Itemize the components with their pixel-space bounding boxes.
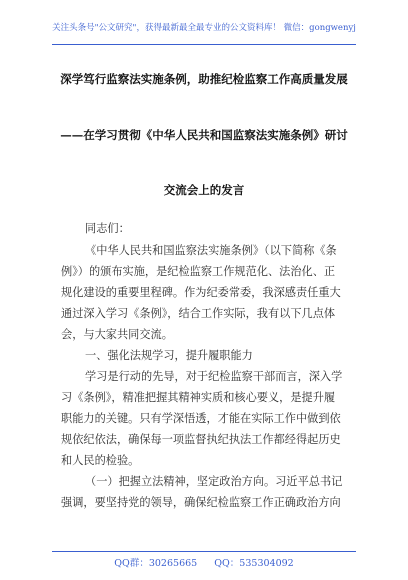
subsection-line: （一）把握立法精神，坚定政治方向。习近平总书记 (85, 475, 343, 488)
document-title: 深学笃行监察法实施条例，助推纪检监察工作高质量发展 (60, 72, 348, 86)
header-divider (52, 44, 356, 45)
greeting: 同志们： (85, 222, 130, 235)
document-body (61, 218, 351, 513)
paragraph-line: 职能力的关键。只有学深悟透，才能在实际工作中做到依 (61, 412, 341, 425)
document-subtitle: ——在学习贯彻《中华人民共和国监察法实施条例》研讨 (60, 128, 348, 142)
paragraph-line: 规依纪依法，确保每一项监督执纪执法工作都经得起历史 (61, 433, 341, 446)
paragraph-line: 通过深入学习《条例》，结合工作实际，我有以下几点体 (61, 307, 336, 320)
footer-qq-contact: QQ：535304092 (214, 558, 294, 569)
paragraph-line: 习《条例》，精准把握其精神实质和核心要义，是提升履 (61, 391, 336, 404)
paragraph-line: 会，与大家共同交流。 (61, 328, 173, 341)
footer-qq-group: QQ群：30265665 (114, 558, 198, 569)
paragraph-line: 学习是行动的先导，对于纪检监察干部而言，深入学 (85, 370, 343, 383)
header-banner: 关注头条号"公文研究"，获得最新最全最专业的公文资料库！ 微信：gongwenyj (52, 23, 356, 33)
document-subtitle-continued: 交流会上的发言 (163, 183, 245, 197)
paragraph-line: 和人民的检验。 (61, 454, 140, 467)
paragraph-line: 《中华人民共和国监察法实施条例》（以下简称《条 (85, 244, 337, 257)
paragraph-line: 例》）的颁布实施，是纪检监察工作规范化、法治化、正 (61, 265, 336, 278)
section-heading: 一、强化法规学习，提升履职能力 (85, 349, 253, 362)
paragraph-line: 规化建设的重要里程碑。作为纪委常委，我深感责任重大 (61, 286, 341, 299)
footer (0, 555, 408, 569)
paragraph-line: 强调，要坚持党的领导，确保纪检监察工作正确政治方向 (61, 496, 341, 509)
footer-divider (52, 551, 356, 552)
